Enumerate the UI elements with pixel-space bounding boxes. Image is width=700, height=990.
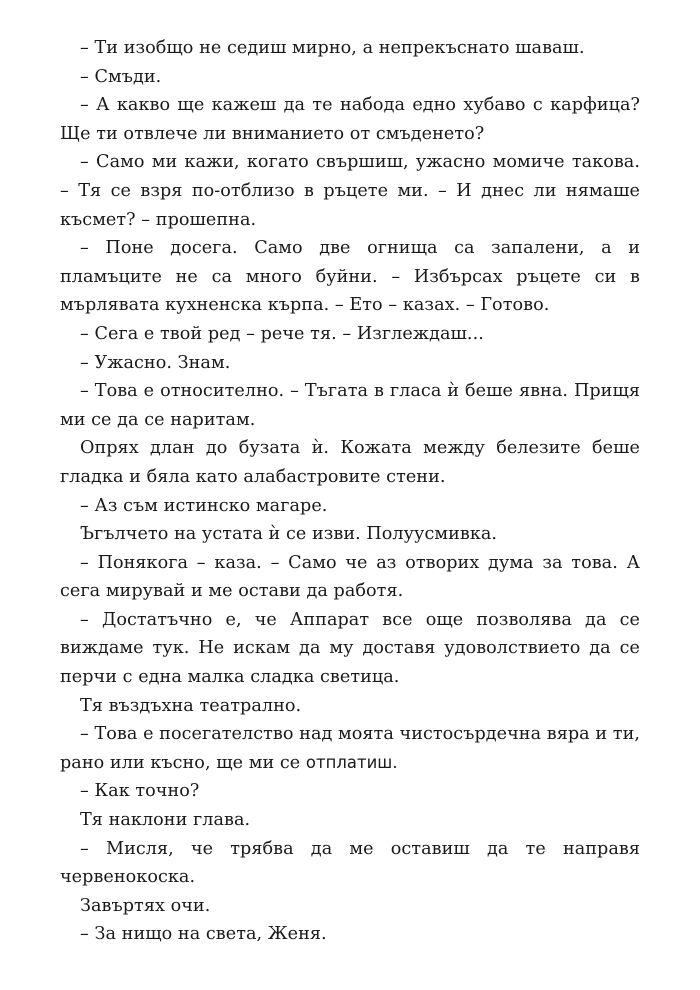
paragraph-2: – Смъди. (80, 66, 162, 87)
paragraph-15 (60, 720, 640, 777)
paragraph-20: – За нищо на света, Женя. (80, 924, 327, 945)
paragraph-18: – Мисля, че трябва да ме оставиш да те направя червенокоска. (60, 838, 640, 888)
paragraph-7: – Ужасно. Знам. (80, 352, 231, 373)
paragraph-10: – Аз съм истинско магаре. (80, 495, 328, 516)
paragraph-15-text: – Това е посегателство над моята чистосърдечна вяра и ти, рано или късно, ще ми се (60, 724, 640, 773)
paragraph-1: – Ти изобщо не седиш мирно, а непрекъснато шаваш. (80, 38, 585, 58)
paragraph-8: – Това е относително. – Тъгата в гласа ѝ беше явна. Прищя ми се да се наритам. (60, 381, 640, 430)
paragraph-15-tail: отплатиш. (305, 752, 398, 772)
paragraph-12: – Понякога – каза. – Само че аз отворих дума за това. А сега мирувай и ме остави да работя. (60, 552, 640, 602)
paragraph-4: – Само ми кажи, когато свършиш, ужасно момиче такова. – Тя се взря по-отблизо в ръцете ми. – И днес ли нямаше късмет? – прошепна. (60, 152, 640, 230)
paragraph-14: Тя въздъхна театрално. (80, 695, 302, 716)
paragraph-19: Завъртях очи. (80, 895, 211, 916)
paragraph-9: Опрях длан до бузата ѝ. Кожата между белезите беше гладка и бяла като алабастровите стени. (60, 438, 640, 487)
book-page (60, 34, 640, 949)
paragraph-13: – Достатъчно е, че Аппарат все още позволява да се виждаме тук. Не искам да му доставя удоволствието да се перчи с една малка сладка светица. (60, 609, 640, 688)
paragraph-11: Ъгълчето на устата ѝ се изви. Полуусмивка. (80, 524, 498, 545)
paragraph-17: Тя наклони глава. (80, 810, 251, 831)
paragraph-5: – Поне досега. Само две огнища са запалени, а и пламъците не са много буйни. – Избърсах ръцете си в мърлявата кухненска кърпа. – Ето – казах. – Готово. (60, 238, 640, 316)
paragraph-6: – Сега е твой ред – рече тя. – Изглеждаш... (80, 323, 484, 344)
paragraph-3: – А какво ще кажеш да те набода едно хубаво с карфица? Ще ти отвлече ли вниманието от смъденето? (60, 95, 640, 144)
paragraph-16: – Как точно? (80, 781, 200, 802)
